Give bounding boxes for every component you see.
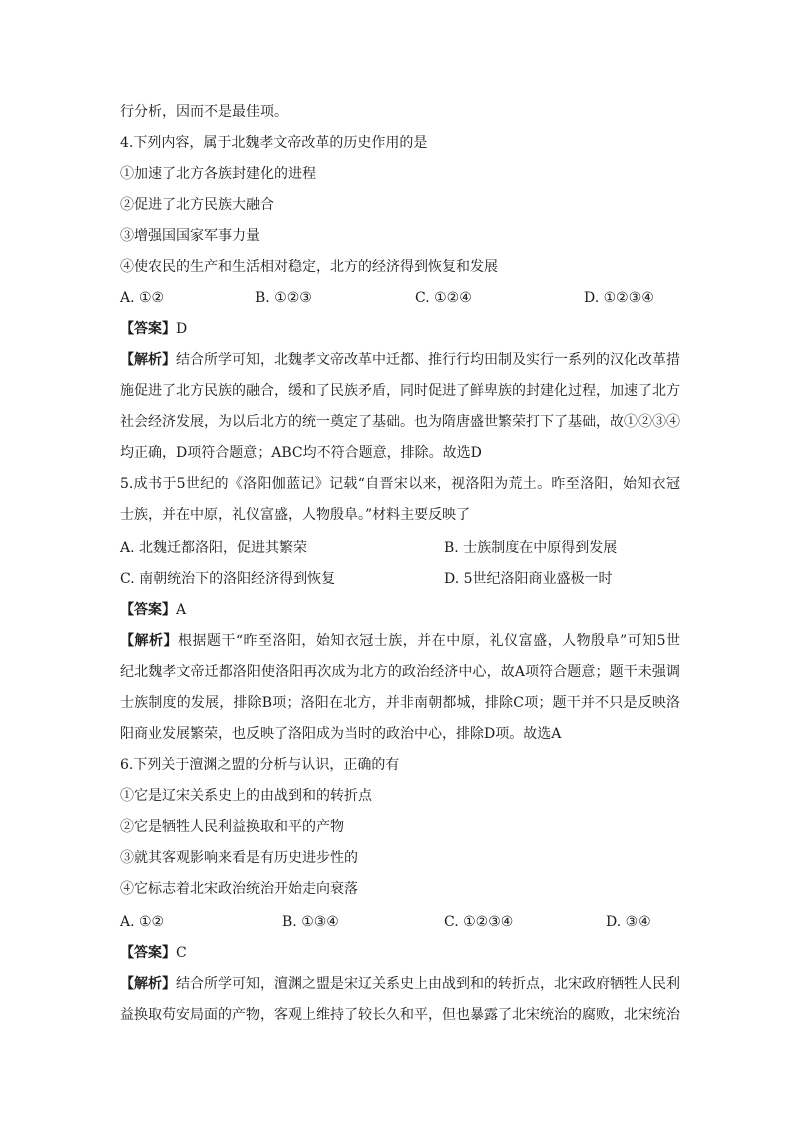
- q5-option-d: D. 5世纪洛阳商业盛极一时: [444, 571, 613, 587]
- q4-option-d: D. ①②③④: [584, 290, 654, 306]
- q4-analysis-3: 社会经济发展，为以后北方的统一奠定了基础。也为隋唐盛世繁荣打下了基础，故①②③④: [120, 414, 680, 430]
- q4-analysis-4: 均正确，D项符合题意；ABC均不符合题意，排除。故选D: [120, 445, 482, 461]
- analysis-text: 根据题干“昨至洛阳，始知衣冠士族，并在中原，礼仪富盛，人物殷阜”可知5世: [177, 633, 680, 649]
- q4-option-b: B. ①②③: [255, 290, 312, 306]
- answer-tag: 【答案】: [120, 321, 176, 337]
- analysis-tag: 【解析】: [120, 352, 176, 368]
- q4-item-3: ③增强国国家军事力量: [120, 228, 260, 244]
- q5-analysis-2: 纪北魏孝文帝迁都洛阳使洛阳再次成为北方的政治经济中心，故A项符合题意；题干未强调: [120, 664, 680, 680]
- analysis-text: 结合所学可知，北魏孝文帝改革中迁都、推行行均田制及实行一系列的汉化改革措: [176, 352, 680, 368]
- q6-item-3: ③就其客观影响来看是有历史进步性的: [120, 850, 358, 866]
- q5-answer: [120, 598, 680, 622]
- q6-item-1: ①它是辽宋关系史上的由战到和的转折点: [120, 788, 372, 804]
- q5-option-a: A. 北魏迁都洛阳，促进其繁荣: [120, 540, 308, 556]
- q4-analysis-1: [120, 348, 680, 372]
- q4-analysis-2: 施促进了北方民族的融合，缓和了民族矛盾，同时促进了鲜卑族的封建化过程，加速了北方: [120, 383, 680, 399]
- q4-option-c: C. ①②④: [415, 290, 472, 306]
- intro-line: 行分析，因而不是最佳项。: [120, 104, 288, 120]
- q6-item-4: ④它标志着北宋政治统治开始走向衰落: [120, 881, 358, 897]
- analysis-tag: 【解析】: [120, 976, 176, 992]
- q6-option-c: C. ①②③④: [444, 914, 514, 930]
- q5-stem-1: 5.成书于5世纪的《洛阳伽蓝记》记载“自晋宋以来，视洛阳为荒土。昨至洛阳，始知衣冠: [120, 476, 680, 492]
- q5-analysis-3: 士族制度的发展，排除B项；洛阳在北方，并非南朝都城，排除C项；题干并不只是反映洛: [120, 695, 680, 711]
- answer-value: A: [176, 602, 187, 618]
- answer-value: D: [176, 321, 188, 337]
- q4-item-1: ①加速了北方各族封建化的进程: [120, 166, 316, 182]
- answer-value: C: [176, 945, 187, 961]
- q4-item-4: ④使农民的生产和生活相对稳定，北方的经济得到恢复和发展: [120, 259, 498, 275]
- q6-answer: [120, 941, 680, 965]
- answer-tag: 【答案】: [120, 945, 176, 961]
- analysis-text: 结合所学可知，澶渊之盟是宋辽关系史上由战到和的转折点，北宋政府牺牲人民利: [176, 976, 680, 992]
- q6-analysis-2: 益换取苟安局面的产物，客观上维持了较长久和平，但也暴露了北宋统治的腐败，北宋统治: [120, 1007, 680, 1023]
- q5-option-b: B. 士族制度在中原得到发展: [444, 540, 618, 556]
- q6-option-b: B. ①③④: [282, 914, 339, 930]
- q6-item-2: ②它是牺牲人民利益换取和平的产物: [120, 819, 344, 835]
- q6-analysis-1: [120, 972, 680, 996]
- q5-stem-2: 士族，并在中原，礼仪富盛，人物殷阜。”材料主要反映了: [120, 507, 471, 523]
- q4-stem: 4.下列内容，属于北魏孝文帝改革的历史作用的是: [120, 135, 428, 151]
- q4-answer: [120, 317, 680, 341]
- q5-option-c: C. 南朝统治下的洛阳经济得到恢复: [120, 571, 336, 587]
- q4-option-a: A. ①②: [120, 290, 165, 306]
- q5-analysis-4: 阳商业发展繁荣，也反映了洛阳成为当时的政治中心，排除D项。故选A: [120, 726, 562, 742]
- q4-item-2: ②促进了北方民族大融合: [120, 197, 274, 213]
- answer-tag: 【答案】: [120, 602, 176, 618]
- q6-option-d: D. ③④: [606, 914, 651, 930]
- q6-stem: 6.下列关于澶渊之盟的分析与认识，正确的有: [120, 757, 400, 773]
- q5-analysis-1: [120, 629, 680, 653]
- analysis-tag: 【解析】: [120, 633, 178, 649]
- q6-option-a: A. ①②: [120, 914, 165, 930]
